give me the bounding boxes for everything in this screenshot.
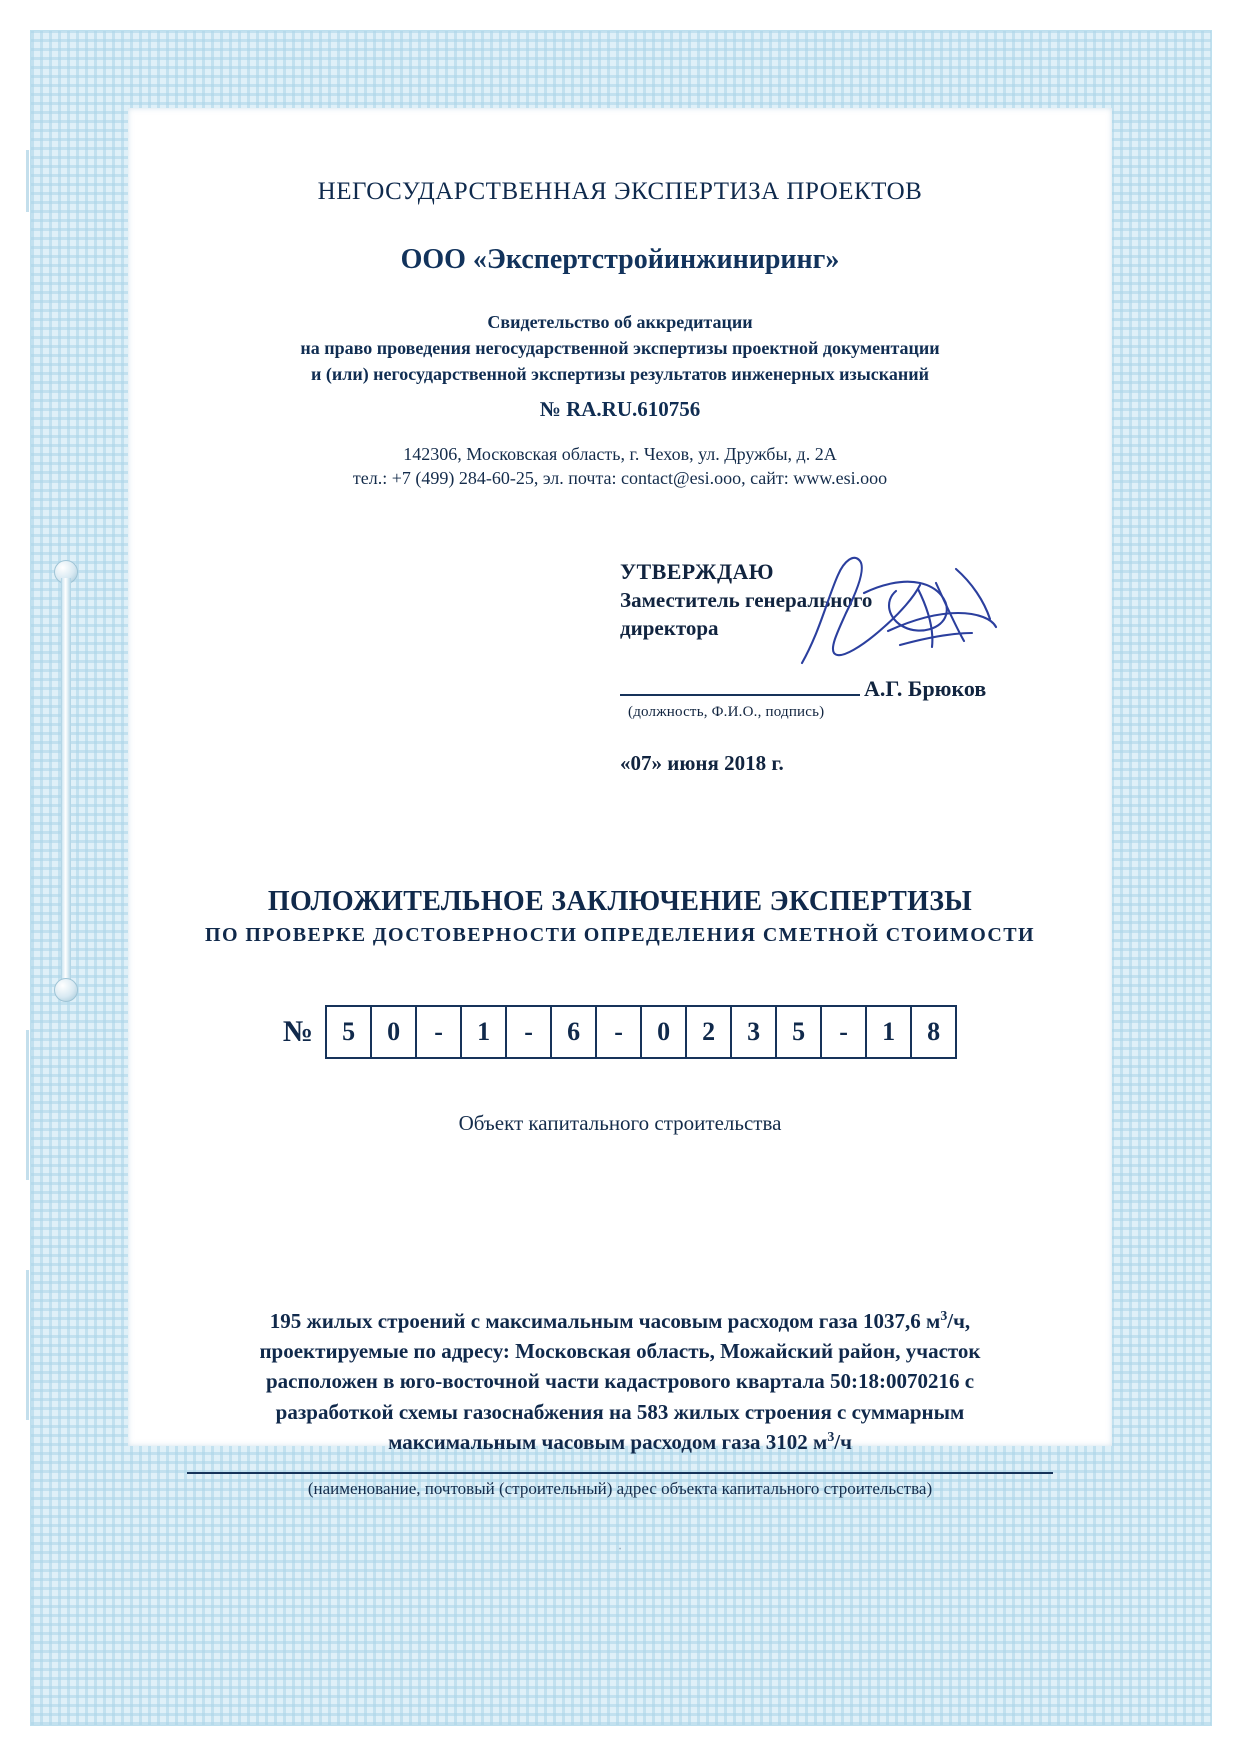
object-name-line-5-end: /ч [834, 1430, 852, 1455]
number-cell: 1 [867, 1007, 912, 1057]
number-cell: 8 [927, 1016, 941, 1046]
number-cell: - [507, 1007, 552, 1057]
object-name-line-5: максимальным часовым расходом газа 3102 м [388, 1430, 828, 1455]
organization-header: НЕГОСУДАРСТВЕННАЯ ЭКСПЕРТИЗА ПРОЕКТОВ [317, 178, 923, 205]
accreditation-title: Свидетельство об аккредитации [487, 312, 753, 332]
conclusion-title: ПОЛОЖИТЕЛЬНОЕ ЗАКЛЮЧЕНИЕ ЭКСПЕРТИЗЫ [267, 885, 973, 917]
object-name [180, 1306, 1060, 1458]
number-cell: - [597, 1007, 642, 1057]
object-caption: (наименование, почтовый (строительный) адрес объекта капитального строительства) [307, 1478, 933, 1498]
number-cell: 0 [372, 1007, 417, 1057]
binder-edge-mark [26, 1270, 29, 1420]
approval-title: УТВЕРЖДАЮ [620, 559, 774, 584]
number-cell: - [822, 1007, 867, 1057]
number-cell: 2 [687, 1007, 732, 1057]
conclusion-number-block [180, 1005, 1060, 1059]
object-name-rule [187, 1472, 1053, 1474]
binder-edge-mark [26, 1030, 29, 1180]
object-name-line-4: разработкой схемы газоснабжения на 583 жилых строения с суммарным [275, 1399, 965, 1424]
accreditation-line-2: и (или) негосударственной экспертизы результатов инженерных изысканий [310, 364, 929, 384]
number-cell: 5 [777, 1007, 822, 1057]
approval-role-line-1: Заместитель генерального [620, 588, 873, 612]
signature-line [620, 694, 860, 696]
number-cell: 1 [462, 1007, 507, 1057]
approval-date: «07» июня 2018 г. [620, 750, 784, 775]
number-cell: 0 [642, 1007, 687, 1057]
conclusion-subtitle: ПО ПРОВЕРКЕ ДОСТОВЕРНОСТИ ОПРЕДЕЛЕНИЯ СМЕТНОЙ СТОИМОСТИ [205, 923, 1035, 946]
organization-name: ООО «Экспертстройинжиниринг» [400, 244, 840, 275]
page-footer-mark: · [617, 1540, 623, 1558]
accreditation-line-1: на право проведения негосударственной экспертизы проектной документации [300, 338, 940, 358]
organization-address: 142306, Московская область, г. Чехов, ул. Дружбы, д. 2А [403, 444, 837, 464]
accreditation-number: № RA.RU.610756 [539, 397, 701, 421]
signature-row [620, 668, 1050, 702]
document-content [180, 150, 1060, 1559]
approval-role-line-2: директора [620, 616, 719, 641]
object-name-line-3: расположен в юго-восточной части кадастрового квартала 50:18:0070216 с [265, 1369, 975, 1394]
binder-edge-mark [26, 150, 29, 212]
object-name-line-2: проектируемые по адресу: Московская область, Можайский район, участок [259, 1338, 981, 1363]
binding-spiral [52, 560, 82, 1000]
object-name-line-5-sup: 3 [827, 1429, 835, 1445]
binding-knob-bottom [54, 978, 78, 1002]
object-name-line-1: 195 жилых строений с максимальным часовым расходом газа 1037,6 м [269, 1308, 941, 1333]
signature-caption: (должность, Ф.И.О., подпись) [628, 703, 825, 720]
binding-rod [61, 578, 71, 986]
object-name-line-1-end: /ч, [947, 1308, 971, 1333]
object-name-line-1-sup: 3 [940, 1307, 948, 1323]
number-cell: - [417, 1007, 462, 1057]
number-grid [325, 1005, 957, 1059]
approver-name: А.Г. Брюков [864, 675, 987, 701]
number-cell: 6 [552, 1007, 597, 1057]
number-sign-label: № [282, 1014, 314, 1048]
approval-block [620, 559, 1050, 776]
object-label: Объект капитального строительства [458, 1110, 782, 1135]
organization-contacts: тел.: +7 (499) 284-60-25, эл. почта: contact@esi.ooo, сайт: www.esi.ooo [352, 468, 888, 488]
number-cell: 3 [732, 1007, 777, 1057]
number-cell: 5 [327, 1007, 372, 1057]
